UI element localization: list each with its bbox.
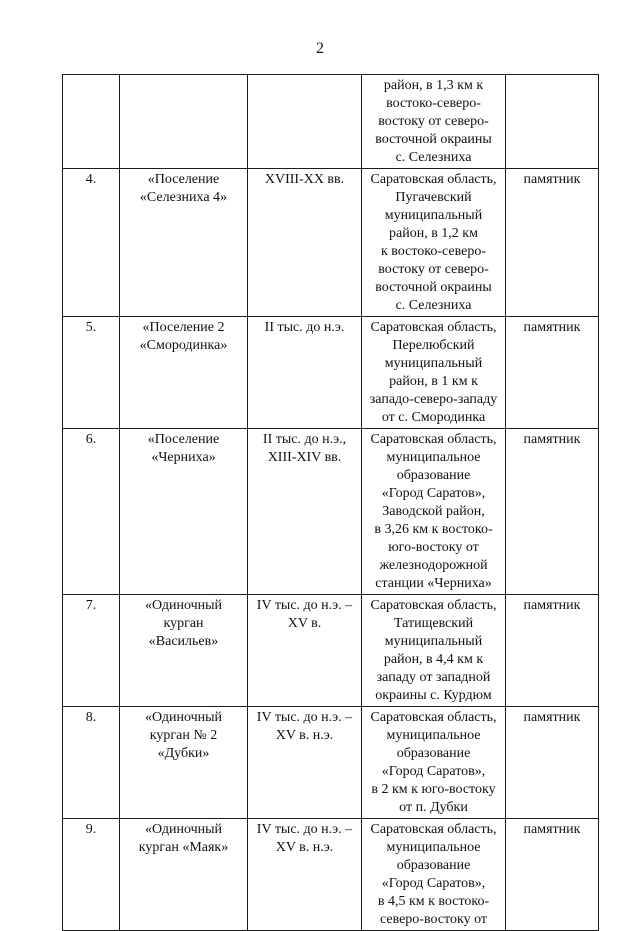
table-row — [63, 429, 599, 595]
table-row — [63, 169, 599, 317]
location-cell: Саратовская область, Татищевский муниципальный район, в 4,4 км к западу от западной окраины с. Курдюм — [362, 595, 506, 707]
location-cell: Саратовская область, муниципальное образование «Город Саратов», в 2 км к юго-востоку от п. Дубки — [362, 707, 506, 819]
row-number-cell: 8. — [63, 707, 120, 819]
page-number: 2 — [316, 40, 324, 57]
table-row — [63, 595, 599, 707]
row-number-cell: 6. — [63, 429, 120, 595]
dating-cell: II тыс. до н.э., XIII-XIV вв. — [248, 429, 362, 595]
dating-cell — [248, 75, 362, 169]
category-cell: памятник — [506, 169, 599, 317]
category-cell: памятник — [506, 707, 599, 819]
dating-cell: IV тыс. до н.э. – XV в. н.э. — [248, 819, 362, 931]
table-row — [63, 317, 599, 429]
object-name-cell — [120, 75, 248, 169]
category-cell: памятник — [506, 819, 599, 931]
monuments-table — [62, 74, 599, 931]
object-name-cell: «Поселение «Черниха» — [120, 429, 248, 595]
location-cell: Саратовская область, муниципальное образование «Город Саратов», Заводской район, в 3,26 км к востоко- юго-востоку от железнодорожной станции «Черниха» — [362, 429, 506, 595]
location-cell: район, в 1,3 км к востоко-северо- востоку от северо- восточной окраины с. Селезниха — [362, 75, 506, 169]
table-row — [63, 707, 599, 819]
dating-cell: XVIII-XX вв. — [248, 169, 362, 317]
row-number-cell — [63, 75, 120, 169]
category-cell: памятник — [506, 317, 599, 429]
location-cell: Саратовская область, Пугачевский муниципальный район, в 1,2 км к востоко-северо- востоку от северо- восточной окраины с. Селезниха — [362, 169, 506, 317]
table-row — [63, 819, 599, 931]
row-number-cell: 5. — [63, 317, 120, 429]
row-number-cell: 7. — [63, 595, 120, 707]
dating-cell: II тыс. до н.э. — [248, 317, 362, 429]
table-row — [63, 75, 599, 169]
object-name-cell: «Одиночный курган «Васильев» — [120, 595, 248, 707]
object-name-cell: «Поселение «Селезниха 4» — [120, 169, 248, 317]
object-name-cell: «Одиночный курган «Маяк» — [120, 819, 248, 931]
object-name-cell: «Поселение 2 «Смородинка» — [120, 317, 248, 429]
dating-cell: IV тыс. до н.э. – XV в. н.э. — [248, 707, 362, 819]
dating-cell: IV тыс. до н.э. – XV в. — [248, 595, 362, 707]
category-cell — [506, 75, 599, 169]
category-cell: памятник — [506, 429, 599, 595]
location-cell: Саратовская область, муниципальное образование «Город Саратов», в 4,5 км к востоко- северо-востоку от — [362, 819, 506, 931]
object-name-cell: «Одиночный курган № 2 «Дубки» — [120, 707, 248, 819]
location-cell: Саратовская область, Перелюбский муниципальный район, в 1 км к западо-северо-западу от с. Смородинка — [362, 317, 506, 429]
row-number-cell: 9. — [63, 819, 120, 931]
category-cell: памятник — [506, 595, 599, 707]
row-number-cell: 4. — [63, 169, 120, 317]
